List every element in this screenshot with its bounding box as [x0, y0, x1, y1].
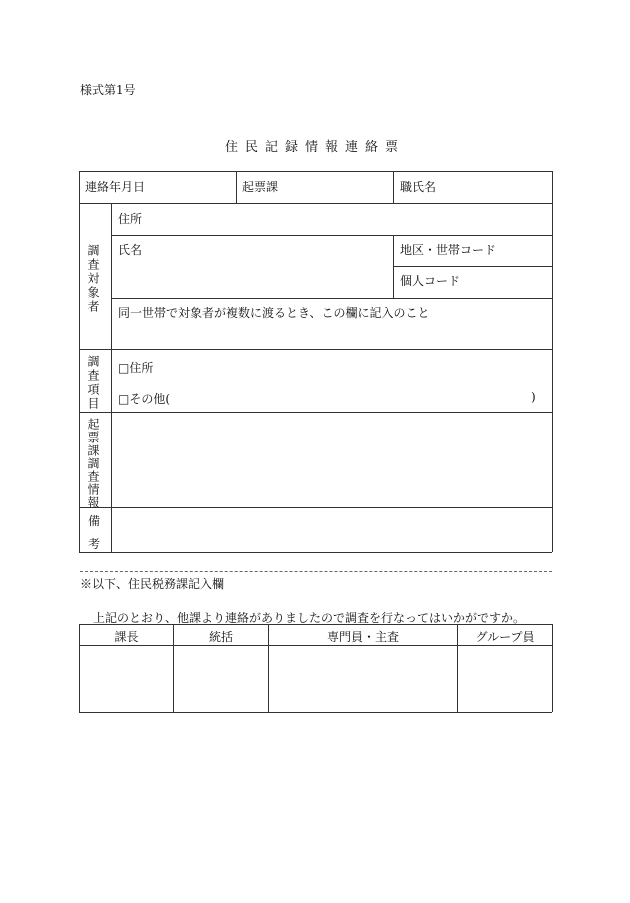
staff-name-label: 職氏名 [400, 180, 437, 194]
other-close-paren: ) [531, 390, 536, 404]
subject-section-label: 調査対象者 [86, 244, 100, 314]
contact-date-label: 連絡年月日 [85, 180, 146, 194]
col-header-specialist: 専門員・主査 [326, 630, 399, 644]
remarks-field[interactable] [112, 508, 551, 551]
row-divider [79, 203, 552, 204]
address-label: 住所 [118, 212, 143, 226]
table-border-left [79, 171, 80, 552]
table-border-bottom [79, 552, 552, 553]
row-divider [111, 235, 552, 236]
district-code-label: 地区・世帯コード [400, 243, 497, 257]
approval-border-right [552, 624, 553, 712]
row-divider [79, 349, 552, 350]
name-label: 氏名 [118, 243, 143, 257]
request-text: 上記のとおり、他課より連絡がありましたので調査を行なってはいかがですか。 [93, 611, 526, 625]
dashed-separator [80, 571, 552, 572]
other-checkbox[interactable]: □その他( [118, 392, 171, 406]
table-border-top [79, 171, 552, 172]
approval-border-bottom [79, 712, 552, 713]
form-title: 住民記録情報連絡票 [224, 140, 405, 155]
approval-border-top [79, 624, 552, 625]
personal-code-label: 個人コード [400, 274, 461, 288]
stamp-cell-section-chief[interactable] [80, 646, 172, 711]
row-divider [393, 266, 552, 267]
col-header-supervisor: 統括 [208, 630, 233, 644]
stamp-cell-specialist[interactable] [269, 646, 456, 711]
form-number: 様式第1号 [80, 83, 136, 97]
col-divider [393, 171, 394, 203]
issuing-dept-label: 起票課 [242, 180, 279, 194]
col-header-section-chief: 課長 [114, 630, 139, 644]
remarks-label-char1: 備 [88, 514, 101, 528]
items-section-label: 調査項目 [86, 355, 100, 411]
stamp-cell-group-member[interactable] [458, 646, 551, 711]
dept-info-field[interactable] [112, 413, 551, 506]
remarks-label-char2: 考 [88, 537, 101, 551]
tax-section-note: ※以下、住民税務課記入欄 [80, 577, 225, 591]
table-border-right [552, 171, 553, 552]
row-divider [111, 298, 552, 299]
col-divider [393, 235, 394, 298]
address-checkbox[interactable]: □住所 [118, 361, 154, 375]
dept-info-section-label: 起票課調査情報 [86, 418, 100, 509]
stamp-cell-supervisor[interactable] [174, 646, 267, 711]
same-household-note: 同一世帯で対象者が複数に渡るとき、この欄に記入のこと [118, 306, 430, 320]
col-header-group-member: グループ員 [475, 630, 535, 644]
col-divider [236, 171, 237, 203]
